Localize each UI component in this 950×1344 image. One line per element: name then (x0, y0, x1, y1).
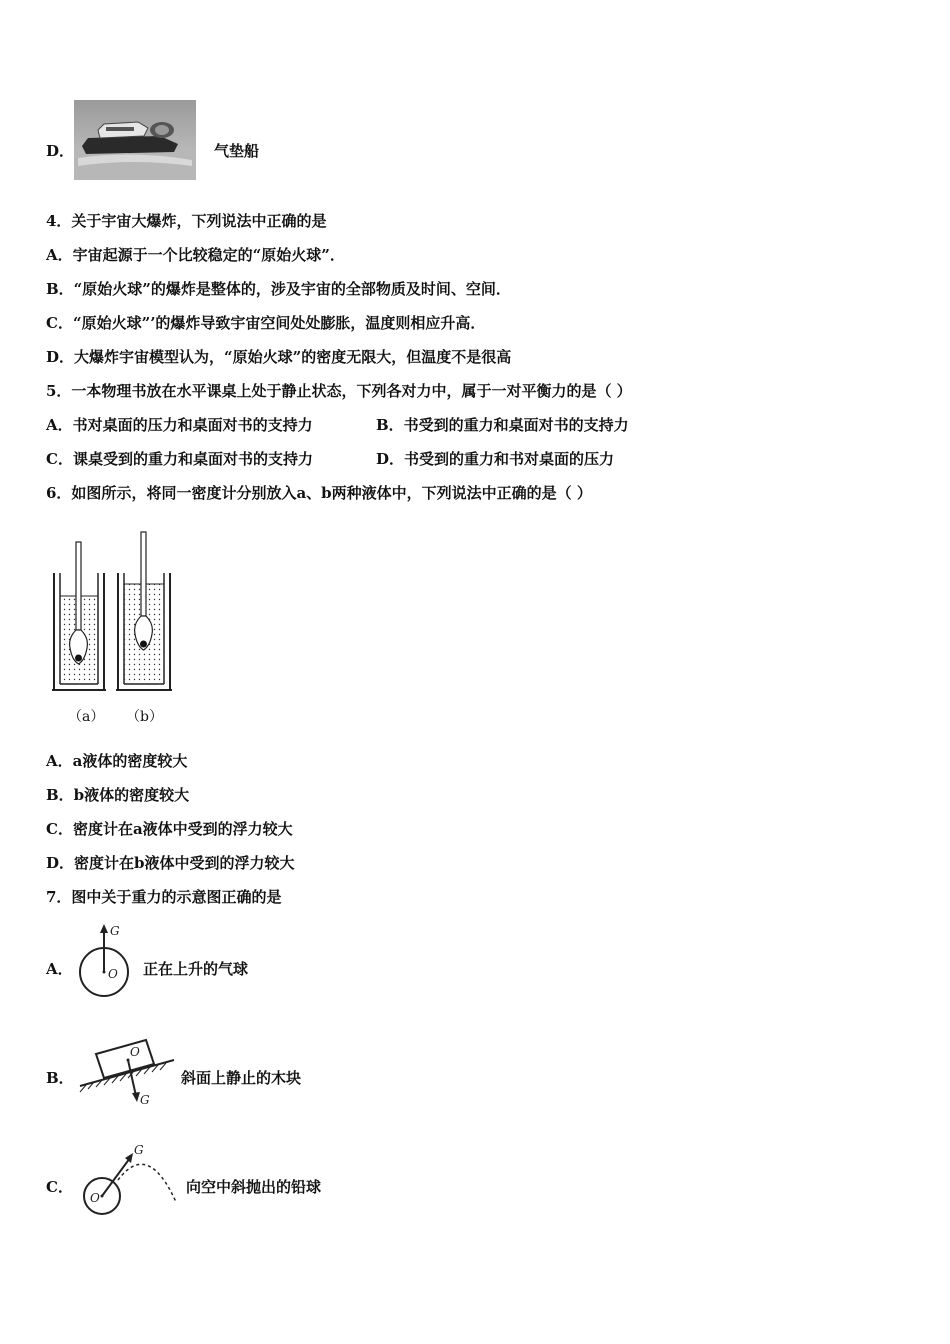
beaker-b (116, 532, 172, 690)
center-label-a: O (108, 967, 118, 981)
thrown-shot-diagram (78, 1140, 182, 1220)
gravity-label-a: G (110, 924, 120, 938)
incline-block-diagram (76, 1030, 180, 1110)
hovercraft-photo (74, 100, 196, 180)
q5-option-d: D．书受到的重力和书对桌面的压力 (376, 450, 615, 468)
q5-option-a: A．书对桌面的压力和桌面对书的支持力 (46, 416, 313, 434)
q5-option-c: C．课桌受到的重力和桌面对书的支持力 (46, 450, 313, 468)
q7-option-b-caption: 斜面上静止的木块 (181, 1069, 302, 1087)
q6-option-d: D．密度计在b液体中受到的浮力较大 (46, 854, 295, 872)
q4-option-a: A．宇宙起源于一个比较稳定的“原始火球”． (46, 246, 345, 264)
gravity-label-c: G (134, 1143, 144, 1157)
q6-option-b: B．b液体的密度较大 (46, 786, 190, 804)
q5-option-b: B．书受到的重力和桌面对书的支持力 (376, 416, 629, 434)
rising-balloon-diagram (74, 920, 138, 1002)
q4-option-b: B．“原始火球”的爆炸是整体的，涉及宇宙的全部物质及时间、空间． (46, 280, 511, 298)
fig-label-a: （a） (68, 709, 105, 725)
fig-label-b: （b） (126, 709, 163, 725)
q7-option-b-label: B． (46, 1069, 74, 1087)
center-label-b: O (130, 1045, 140, 1059)
q7-option-a-caption: 正在上升的气球 (143, 960, 249, 978)
q6-stem: 6．如图所示，将同一密度计分别放入a、b两种液体中，下列说法中正确的是（ ） (46, 484, 592, 502)
q4-option-d: D．大爆炸宇宙模型认为，“原始火球”的密度无限大，但温度不是很高 (46, 348, 512, 366)
q4-stem: 4．关于宇宙大爆炸，下列说法中正确的是 (46, 212, 327, 230)
beaker-a (52, 542, 106, 690)
hydrometer-figure (48, 528, 180, 698)
center-label-c: O (90, 1191, 100, 1205)
q7-option-c-caption: 向空中斜抛出的铅球 (186, 1178, 322, 1196)
q3-option-d-label: D． (46, 142, 75, 160)
q6-option-c: C．密度计在a液体中受到的浮力较大 (46, 820, 293, 838)
q5-stem: 5．一本物理书放在水平课桌上处于静止状态，下列各对力中，属于一对平衡力的是（ ） (46, 382, 632, 400)
q7-option-c-label: C． (46, 1178, 73, 1196)
q4-option-c: C．“原始火球”’的爆炸导致宇宙空间处处膨胀，温度则相应升高． (46, 314, 486, 332)
q3-option-d-caption: 气垫船 (214, 142, 260, 160)
q6-option-a: A．a液体的密度较大 (46, 752, 188, 770)
gravity-label-b: G (140, 1093, 150, 1107)
q7-option-a-label: A． (46, 960, 73, 978)
q7-stem: 7．图中关于重力的示意图正确的是 (46, 888, 282, 906)
